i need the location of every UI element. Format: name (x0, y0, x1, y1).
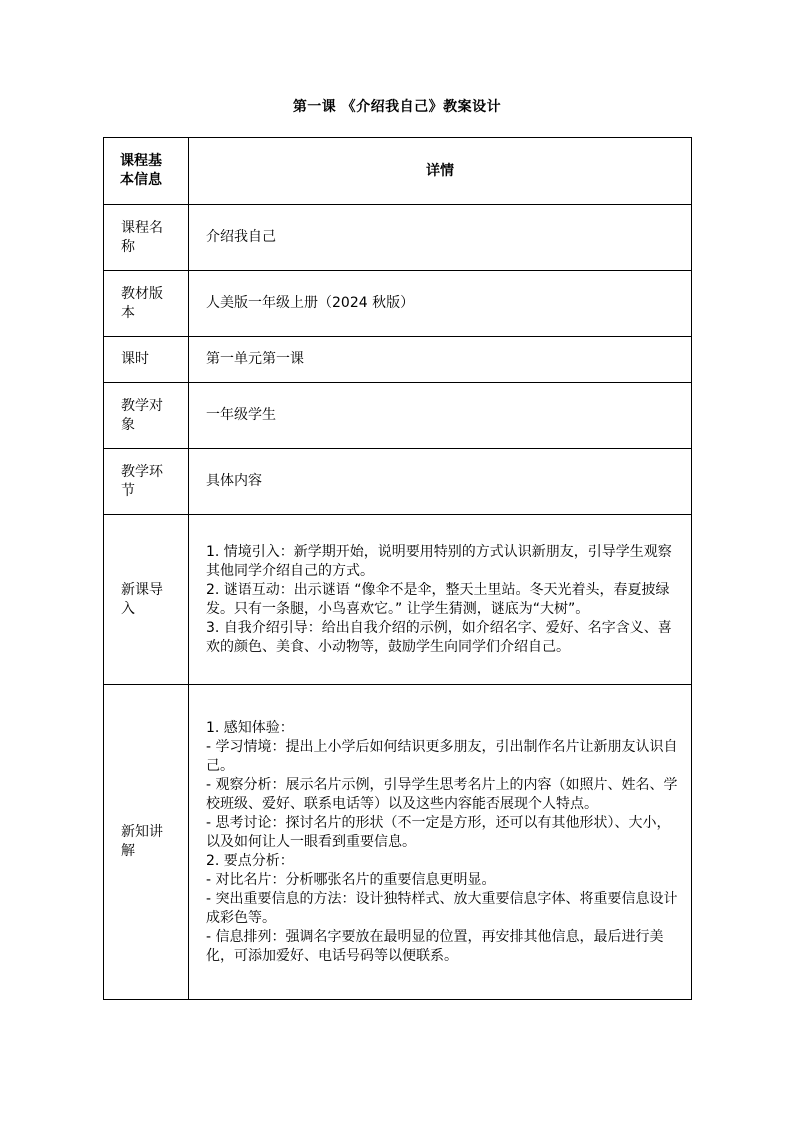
intro-paragraph: 3. 自我介绍引导：给出自我介绍的示例，如介绍名字、爱好、名字含义、喜欢的颜色、美食、小动物等，鼓励学生向同学们介绍自己。 (206, 619, 672, 655)
table-row-intro (104, 515, 692, 685)
row-label: 课程名称 (104, 205, 189, 271)
new-knowledge-content (189, 685, 692, 1000)
knowledge-paragraph: - 信息排列：强调名字要放在最明显的位置，再安排其他信息，最后进行美化，可添加爱好、电话号码等以便联系。 (206, 928, 664, 964)
row-label: 教学对象 (104, 383, 189, 449)
row-value: 人美版一年级上册（2024 秋版） (189, 271, 692, 337)
header-label-cell: 课程基本信息 (104, 138, 189, 205)
table-row-stage (104, 449, 692, 515)
table-row-period (104, 337, 692, 383)
knowledge-paragraph: 2. 要点分析： (206, 852, 294, 869)
table-row-audience (104, 383, 692, 449)
table-row-course-name (104, 205, 692, 271)
knowledge-paragraph: - 对比名片：分析哪张名片的重要信息更明显。 (206, 871, 496, 888)
intro-paragraph: 2. 谜语互动：出示谜语 “像伞不是伞，整天土里站。冬天光着头，春夏披绿发。只有一条腿，小鸟喜欢它。” 让学生猜测，谜底为“大树”。 (206, 581, 670, 617)
row-value: 第一单元第一课 (189, 337, 692, 383)
table-row-textbook (104, 271, 692, 337)
lesson-plan-table (103, 137, 692, 1000)
knowledge-paragraph: 1. 感知体验： (206, 719, 294, 736)
knowledge-paragraph: - 学习情境：提出上小学后如何结识更多朋友，引出制作名片让新朋友认识自己。 (206, 738, 678, 774)
row-label: 教学环节 (104, 449, 189, 515)
row-value: 具体内容 (189, 449, 692, 515)
row-value: 一年级学生 (189, 383, 692, 449)
intro-content (189, 515, 692, 685)
table-row-new-knowledge (104, 685, 692, 1000)
table-header-row (104, 138, 692, 205)
knowledge-paragraph: - 突出重要信息的方法：设计独特样式、放大重要信息字体、将重要信息设计成彩色等。 (206, 890, 678, 926)
row-label: 课时 (104, 337, 189, 383)
row-label: 教材版本 (104, 271, 189, 337)
page-title: 第一课 《介绍我自己》教案设计 (292, 99, 502, 115)
header-value-cell: 详情 (189, 138, 692, 205)
row-label: 新知讲解 (104, 685, 189, 1000)
knowledge-paragraph: - 思考讨论：探讨名片的形状（不一定是方形，还可以有其他形状）、大小，以及如何让人一眼看到重要信息。 (206, 814, 671, 850)
knowledge-paragraph: - 观察分析：展示名片示例，引导学生思考名片上的内容（如照片、姓名、学校班级、爱好、联系电话等）以及这些内容能否展现个人特点。 (206, 776, 678, 812)
row-value: 介绍我自己 (189, 205, 692, 271)
row-label: 新课导入 (104, 515, 189, 685)
intro-paragraph: 1. 情境引入：新学期开始，说明要用特别的方式认识新朋友，引导学生观察其他同学介绍自己的方式。 (206, 543, 672, 579)
